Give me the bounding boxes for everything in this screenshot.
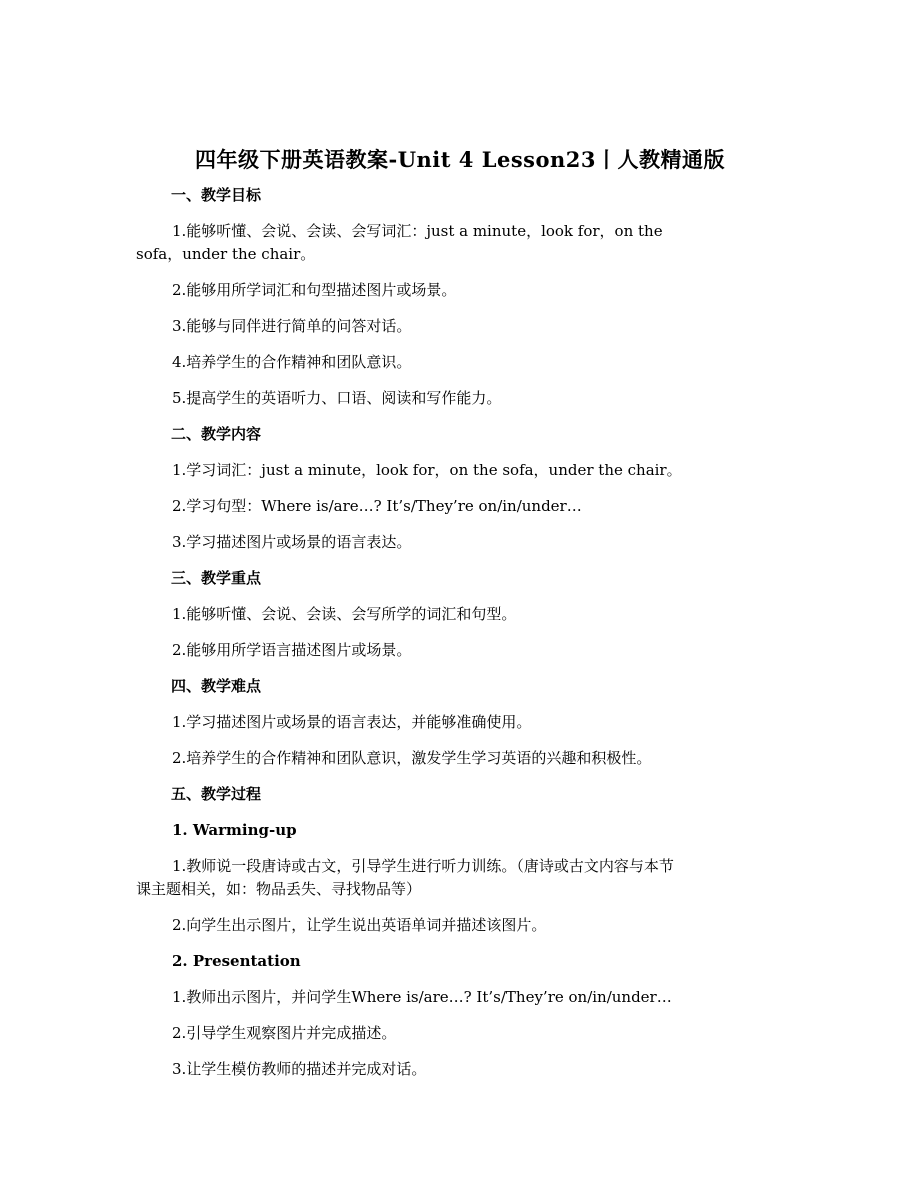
- list-item: [136, 220, 786, 266]
- list-item: [136, 914, 786, 937]
- paragraph-line: 2.引导学生观察图片并完成描述。: [172, 1024, 397, 1042]
- section-heading: 一、教学目标: [171, 186, 262, 204]
- paragraph-line: 3.让学生模仿教师的描述并完成对话。: [172, 1060, 427, 1078]
- paragraph-line: 2.学习句型：Where is/are…? It’s/They’re on/in/under…: [172, 497, 582, 515]
- paragraph-line: 3.能够与同伴进行简单的问答对话。: [172, 317, 412, 335]
- subsection-heading: 1. Warming-up: [172, 821, 297, 839]
- section-heading: 五、教学过程: [171, 785, 262, 803]
- list-item: [136, 315, 786, 338]
- list-item: [136, 495, 786, 518]
- list-item: [136, 603, 786, 626]
- list-item: [136, 531, 786, 554]
- paragraph-line: 课主题相关，如：物品丢失、寻找物品等）: [136, 880, 422, 898]
- list-item: [136, 639, 786, 662]
- list-item: [136, 747, 786, 770]
- list-item: [136, 459, 786, 482]
- paragraph-line: 1.能够听懂、会说、会读、会写所学的词汇和句型。: [172, 605, 517, 623]
- paragraph-line: sofa，under the chair。: [136, 245, 316, 263]
- list-item: [136, 351, 786, 374]
- list-item: [136, 986, 786, 1009]
- paragraph-line: 1.学习描述图片或场景的语言表达，并能够准确使用。: [172, 713, 532, 731]
- list-item: [136, 711, 786, 734]
- paragraph-line: 3.学习描述图片或场景的语言表达。: [172, 533, 412, 551]
- document-body: [136, 184, 786, 1094]
- subsection-heading: 2. Presentation: [172, 952, 301, 970]
- paragraph-line: 1.学习词汇：just a minute，look for，on the sofa，under the chair。: [172, 461, 682, 479]
- section-heading: 四、教学难点: [171, 677, 262, 695]
- paragraph-line: 1.教师出示图片，并问学生Where is/are…? It’s/They’re on/in/under…: [172, 988, 672, 1006]
- list-item: [136, 279, 786, 302]
- paragraph-line: 2.向学生出示图片，让学生说出英语单词并描述该图片。: [172, 916, 547, 934]
- paragraph-line: 1.能够听懂、会说、会读、会写词汇：just a minute，look for，on the: [172, 222, 663, 240]
- list-item: [136, 1058, 786, 1081]
- paragraph-line: 2.能够用所学语言描述图片或场景。: [172, 641, 412, 659]
- paragraph-line: 2.培养学生的合作精神和团队意识，激发学生学习英语的兴趣和积极性。: [172, 749, 652, 767]
- section-heading: 三、教学重点: [171, 569, 262, 587]
- list-item: [136, 855, 786, 901]
- paragraph-line: 4.培养学生的合作精神和团队意识。: [172, 353, 412, 371]
- paragraph-line: 1.教师说一段唐诗或古文，引导学生进行听力训练。（唐诗或古文内容与本节: [172, 857, 674, 875]
- document-title: 四年级下册英语教案-Unit 4 Lesson23丨人教精通版: [195, 147, 725, 172]
- section-heading: 二、教学内容: [171, 425, 262, 443]
- list-item: [136, 387, 786, 410]
- paragraph-line: 5.提高学生的英语听力、口语、阅读和写作能力。: [172, 389, 502, 407]
- paragraph-line: 2.能够用所学词汇和句型描述图片或场景。: [172, 281, 457, 299]
- list-item: [136, 1022, 786, 1045]
